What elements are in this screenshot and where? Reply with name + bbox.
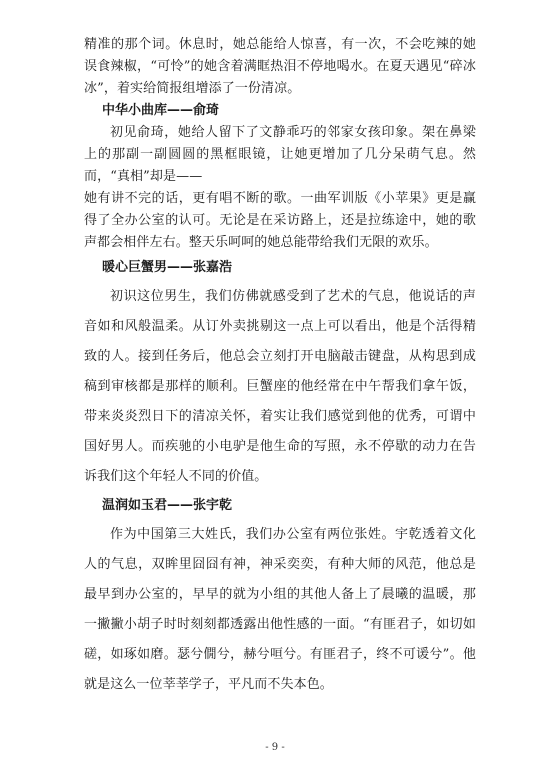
intro-paragraph: 精准的那个词。休息时，她总能给人惊喜，有一次，不会吃辣的她误食辣椒，“可怜”的她含着满眶热泪不停地喝水。在夏天遇见“碎冰冰”，着实给简报组增添了一份清凉。 (84, 37, 476, 96)
section-zhang-jiahao (84, 254, 476, 492)
document-page (84, 34, 476, 700)
body-paragraph: 初见俞琦，她给人留下了文静乖巧的邻家女孩印象。架在鼻梁上的那副一副圆圆的黑框眼镜，让她更增加了几分呆萌气息。然而，“真相”却是—— (84, 125, 476, 184)
section-heading: 中华小曲库——俞琦 (102, 103, 220, 118)
section-heading: 温润如玉君——张宇乾 (102, 498, 233, 513)
body-paragraph: 初识这位男生，我们仿佛就感受到了艺术的气息，他说话的声音如和风般温柔。从订外卖挑剔这一点上可以看出，他是个活得精致的人。接到任务后，他总会立刻打开电脑敲击键盘，从构思到成稿到审核都是那样的顺利。巨蟹座的他经常在中午帮我们拿午饭，带来炎炎烈日下的清凉关怀，着实让我们感觉到他的优秀，可谓中国好男人。而疾驰的小电驴是他生命的写照，永不停歇的动力在告诉我们这个年轻人不同的价值。 (84, 289, 476, 484)
intro-section (84, 34, 476, 100)
section-zhang-yuqian (84, 492, 476, 700)
body-paragraph: 她有讲不完的话，更有唱不断的歌。一曲军训版《小苹果》更是赢得了全办公室的认可。无论是在采访路上，还是拉练途中，她的歌声都会相伴左右。整天乐呵呵的她总能带给我们无限的欢乐。 (84, 191, 476, 250)
section-yu-qi (84, 100, 476, 254)
section-heading: 暖心巨蟹男——张嘉浩 (102, 260, 233, 275)
body-paragraph: 作为中国第三大姓氏，我们办公室有两位张姓。宇乾透着文化人的气息，双眸里囧囧有神，神采奕奕，有种大师的风范，他总是最早到办公室的，早早的就为小组的其他人备上了晨曦的温暖，那一撇撇小胡子时时刻刻都透露出他性感的一面。“有匪君子，如切如磋，如琢如磨。瑟兮僩兮，赫兮咺兮。有匪君子，终不可谖兮”。他就是这么一位莘莘学子，平凡而不失本色。 (84, 527, 476, 692)
page-number: - 9 - (265, 742, 285, 753)
